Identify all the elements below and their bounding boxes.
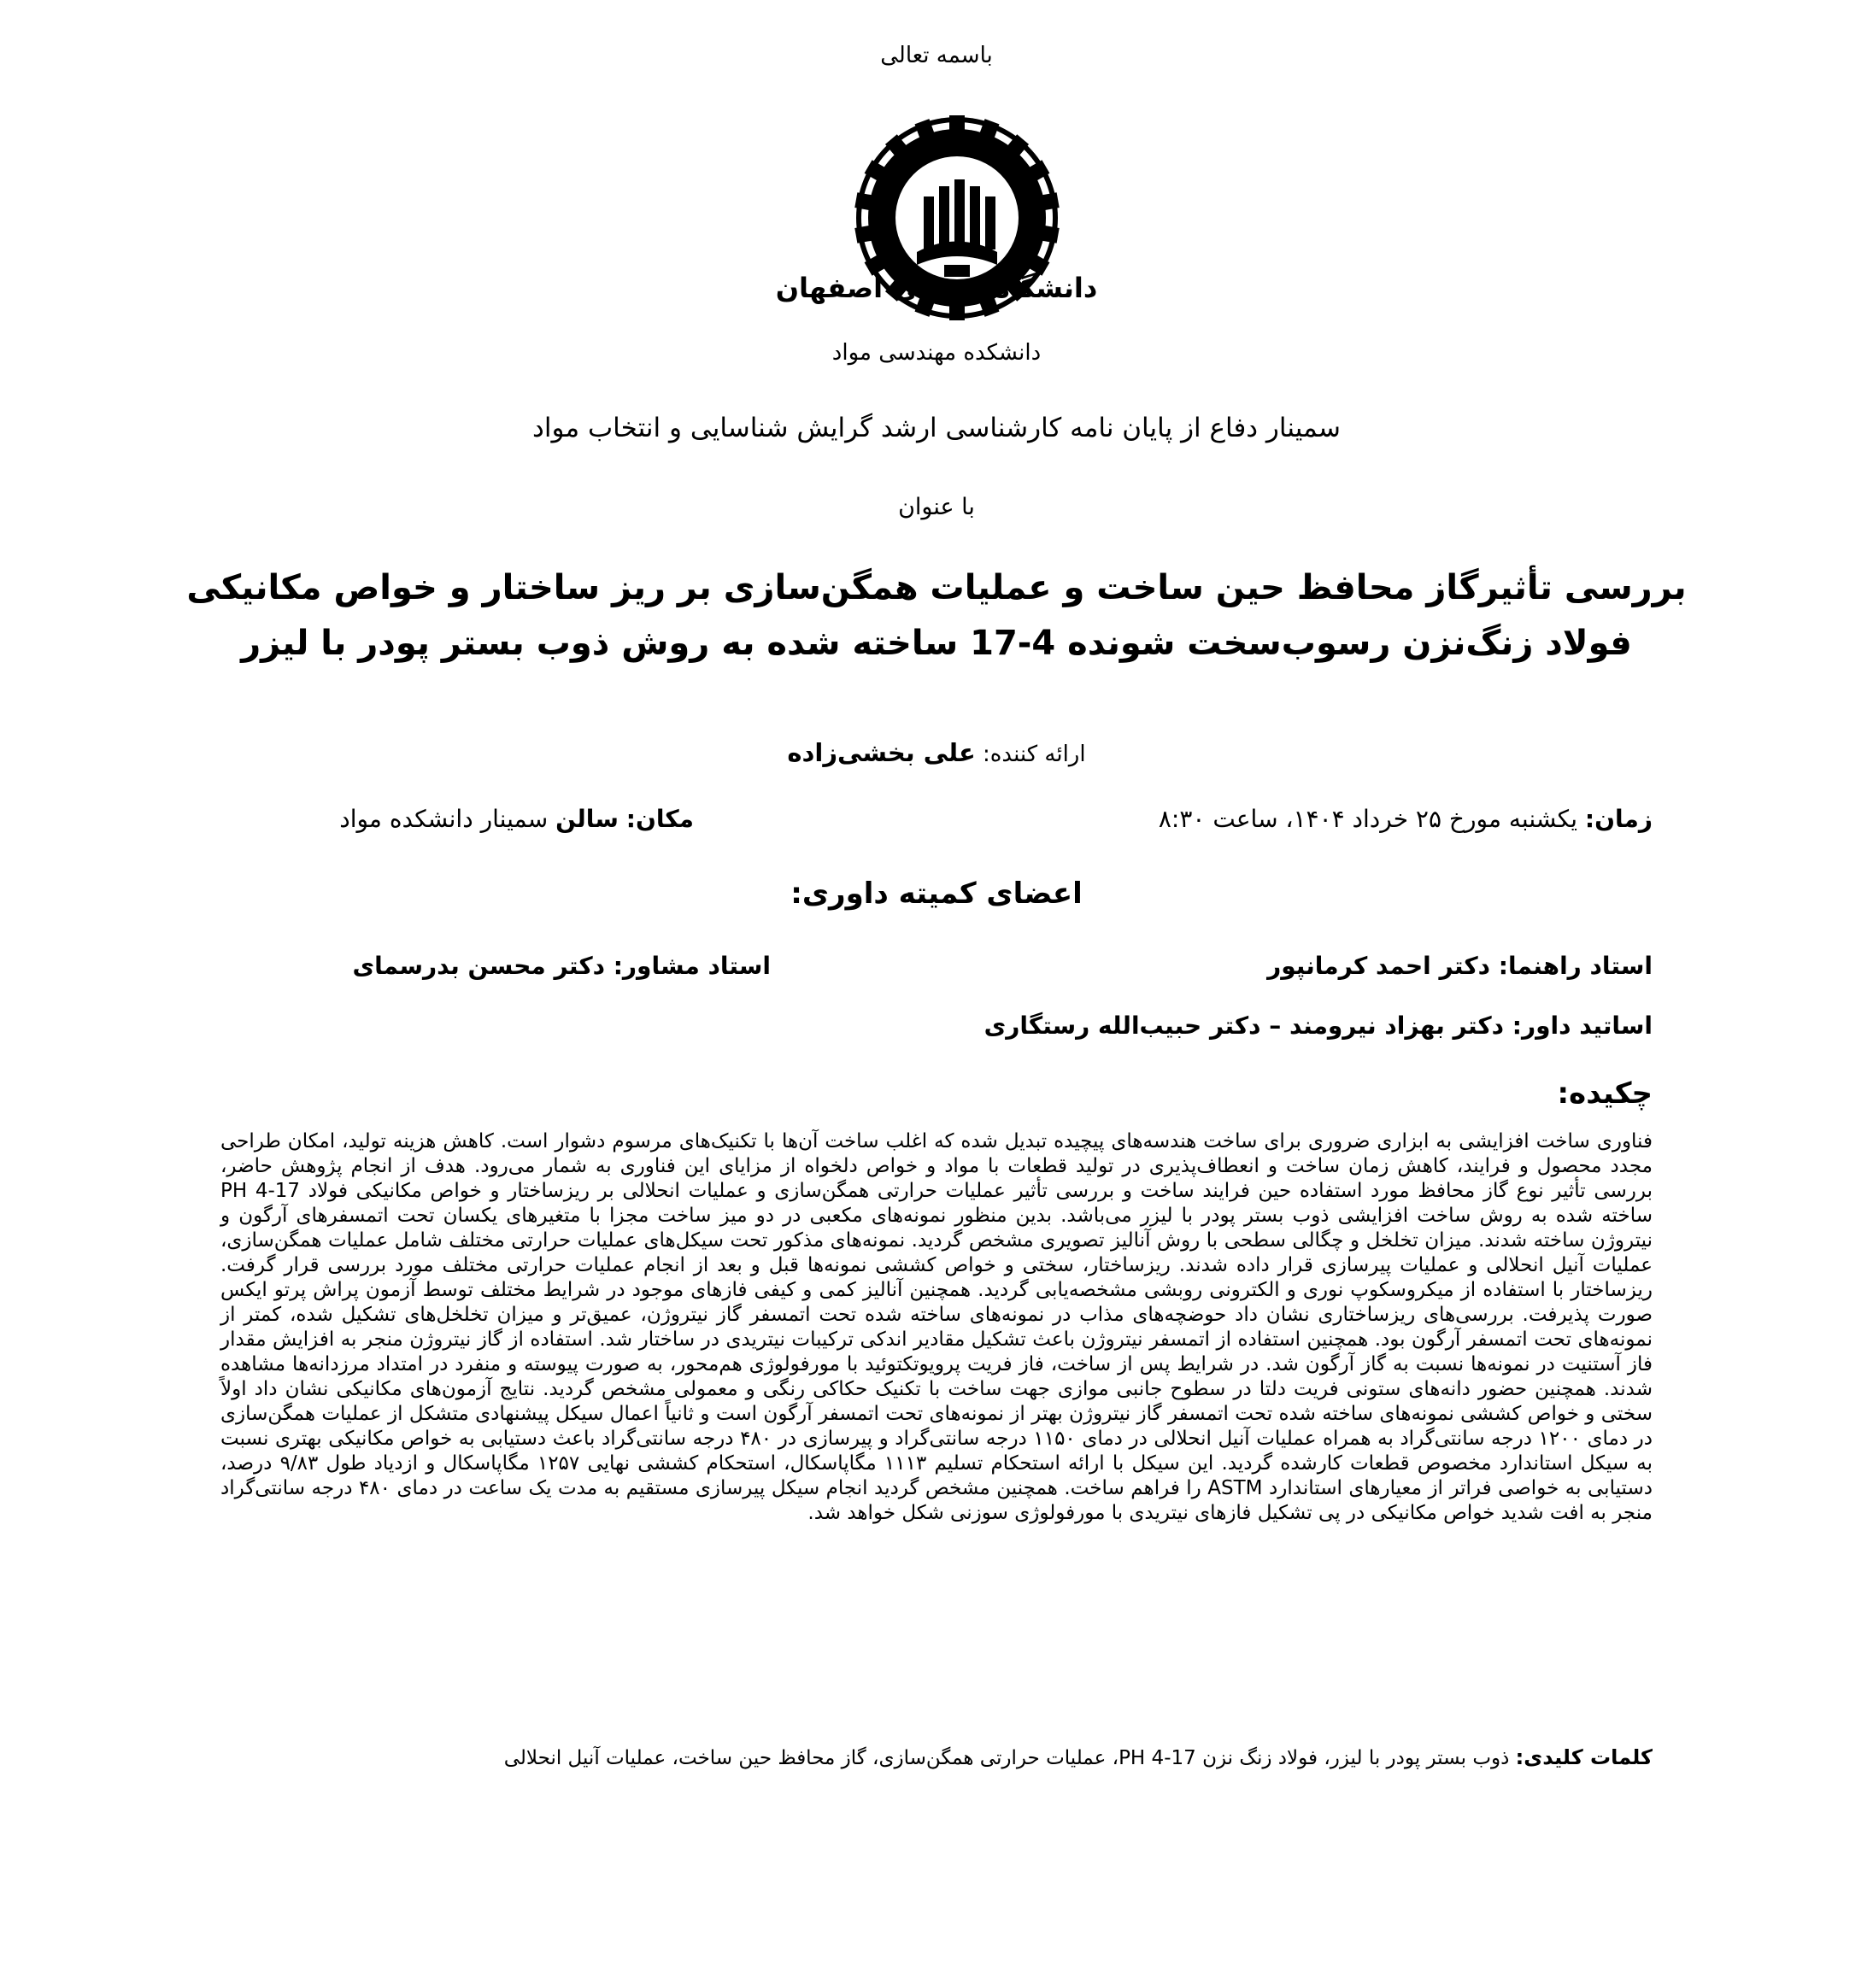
keywords-value: ذوب بستر پودر با لیزر، فولاد زنگ نزن 17-4 PH، عملیات حرارتی همگن‌سازی، گاز محافظ حین ساخت، عملیات آنیل انحلالی — [503, 1747, 1510, 1769]
place-hall: سالن — [555, 805, 619, 833]
bismillah: باسمه تعالی — [880, 43, 993, 68]
committee-heading: اعضای کمیته داوری: — [790, 877, 1083, 911]
university-name: دانشگاه صنعتی اصفهان — [775, 272, 1098, 304]
place-value: سمینار دانشکده مواد — [339, 805, 549, 833]
thesis-title-line-1: بررسی تأثیرگاز محافظ حین ساخت و عملیات همگن‌سازی بر ریز ساختار و خواص مکانیکی — [186, 568, 1687, 607]
seminar-subtitle: سمینار دفاع از پایان نامه کارشناسی ارشد گرایش شناسایی و انتخاب مواد — [532, 413, 1341, 443]
abstract-heading: چکیده: — [1557, 1076, 1653, 1111]
place-label: مکان: — [625, 805, 694, 833]
supervisor: استاد راهنما: دکتر احمد کرمانپور — [1267, 952, 1653, 980]
presenter-label: ارائه کننده: — [983, 742, 1086, 767]
keywords-label: کلمات کلیدی: — [1515, 1745, 1653, 1769]
advisor: استاد مشاور: دکتر محسن بدرسمای — [352, 952, 771, 980]
referees: اساتید داور: دکتر بهزاد نیرومند – دکتر حبیب‌الله رستگاری — [983, 1012, 1653, 1040]
time-value: یکشنبه مورخ ۲۵ خرداد ۱۴۰۴، ساعت ۸:۳۰ — [1158, 805, 1578, 833]
abstract-body — [220, 1129, 1653, 1526]
faculty-name: دانشکده مهندسی مواد — [831, 340, 1042, 366]
titled-label: با عنوان — [898, 494, 975, 520]
time-label: زمان: — [1584, 805, 1653, 833]
abstract-text: فناوری ساخت افزایشی به ابزاری ضروری برای ساخت هندسه‌های پیچیده تبدیل شده که اغلب ساخت آن‌ها با تکنیک‌های مرسوم دشوار است. کاهش هزینه تولید، امکان طراحی مجدد محصول و فرایند، کاهش زمان ساخت و انعطاف‌پذیری در تولید قطعات با مواد و خواص دلخواه از مزایای این فناوری به شمار می‌رود. هدف از انجام پژوهش حاضر، بررسی تأثیر نوع گاز محافظ مورد استفاده حین فرایند ساخت و بررسی تأثیر عملیات حرارتی همگن‌سازی و عملیات انحلالی بر ریزساختار و خواص مکانیکی فولاد 17-4 PH ساخته شده به روش ساخت افزایشی ذوب بستر پودر با لیزر می‌باشد. بدین منظور نمونه‌های مکعبی در دو میز ساخت مجزا با متغیرهای یکسان تحت اتمسفرهای آرگون و نیتروژن ساخته شدند. میزان تخلخل و چگالی سطحی با روش آنالیز تصویری مشخص گردید. نمونه‌های مذکور تحت سیکل‌های عملیات حرارتی مختلف شامل عملیات همگن‌سازی، عملیات آنیل انحلالی و عملیات پیرسازی قرار داده شدند. ریزساختار، سختی و خواص کششی نمونه‌ها قبل و بعد از انجام عملیات حرارتی مختلف مورد بررسی قرار گرفت. ریزساختار با استفاده از میکروسکوپ نوری و الکترونی روبشی مشخصه‌یابی گردید. همچنین آنالیز کمی و کیفی فازهای موجود در شرایط مختلف توسط آزمون پراش پرتو ایکس صورت پذیرفت. بررسی‌های ریزساختاری نشان داد حوضچه‌های مذاب در نمونه‌های ساخته شده تحت اتمسفر گاز نیتروژن، عمیق‌تر و میزان تخلخل‌های تشکیل شده، کمتر از نمونه‌های تحت اتمسفر آرگون بود. همچنین استفاده از اتمسفر نیتروژن باعث تشکیل مقادیر اندکی ترکیبات نیتریدی در ساختار شد. استفاده از گاز نیتروژن منجر به افزایش مقدار فاز آستنیت در نمونه‌ها نسبت به گاز آرگون شد. در شرایط پس از ساخت، فاز فریت پرویوتکتوئید با مورفولوژی هم‌محور، به صورت پیوسته و منفرد در امتداد مرزدانه‌ها مشاهده شدند. همچنین حضور دانه‌های ستونی فریت دلتا در سطوح جانبی موازی جهت ساخت با تکنیک حکاکی رنگی و معمولی مشخص گردید. نتایج آزمون‌های مکانیکی نشان داد اولاً سختی و خواص کششی نمونه‌های ساخته شده تحت اتمسفر گاز نیتروژن بهتر از نمونه‌های تحت اتمسفر آرگون است و ثانیاً اعمال سیکل پیشنهادی متشکل از عملیات همگن‌سازی در دمای ۱۲۰۰ درجه سانتی‌گراد به همراه عملیات آنیل انحلالی در دمای ۱۱۵۰ درجه سانتی‌گراد و پیرسازی در ۴۸۰ درجه سانتی‌گراد باعث دستیابی به خواص مکانیکی بهتری نسبت به سیکل استاندارد مخصوص قطعات کارشده گردید. این سیکل با ارائه استحکام تسلیم ۱۱۱۳ مگاپاسکال، استحکام کششی نهایی ۱۲۵۷ مگاپاسکال و ازدیاد طول ۹/۸۳ درصد، دستیابی به خواصی فراتر از معیارهای استاندارد ASTM را فراهم ساخت. همچنین مشخص گردید انجام سیکل پیرسازی مستقیم به مدت یک ساعت در دمای ۴۸۰ درجه سانتی‌گراد منجر به افت شدید خواص مکانیکی در پی تشکیل فازهای نیتریدی با مورفولوژی سوزنی شکل خواهد شد. — [220, 1130, 1653, 1524]
keywords — [220, 1745, 1653, 1771]
time-info — [1159, 805, 1653, 833]
presenter — [0, 738, 1873, 767]
presenter-name: علی بخشی‌زاده — [787, 738, 976, 767]
thesis-title-line-2: فولاد زنگ‌نزن رسوب‌سخت شونده 4-17 ساخته شده به روش ذوب بستر پودر با لیزر — [241, 624, 1632, 663]
place-info — [339, 805, 694, 833]
